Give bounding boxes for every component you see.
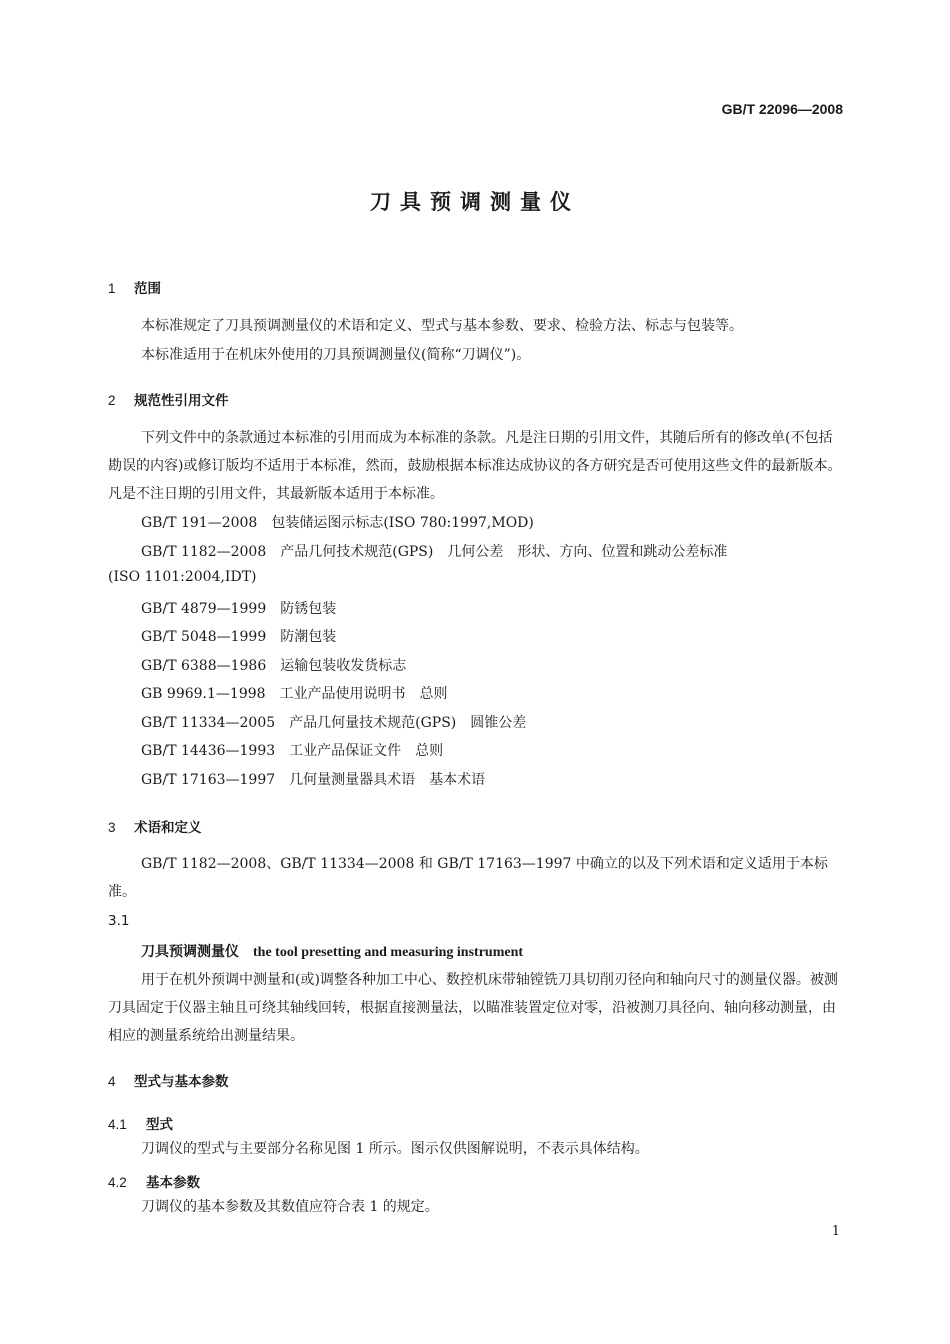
section-title: 范围 <box>134 281 161 297</box>
clause-4-2-text: 刀调仪的基本参数及其数值应符合表 1 的规定。 <box>141 1199 439 1215</box>
section-2-heading <box>108 389 229 409</box>
section-number: 1 <box>108 281 116 296</box>
reference-item: GB/T 6388—1986 运输包装收发货标志 <box>141 658 407 674</box>
section-title: 规范性引用文件 <box>134 393 229 409</box>
document-title: 刀具预调测量仪 <box>370 190 580 214</box>
clause-number: 4.1 <box>108 1117 127 1132</box>
section-number: 3 <box>108 820 116 835</box>
section-1-heading <box>108 277 161 297</box>
section-3-heading <box>108 816 202 836</box>
reference-item: GB 9969.1—1998 工业产品使用说明书 总则 <box>141 686 448 702</box>
section-4-heading <box>108 1070 229 1090</box>
reference-item: GB/T 191—2008 包装储运图示标志(ISO 780:1997,MOD) <box>141 515 534 531</box>
reference-item-continuation: (ISO 1101:2004,IDT) <box>108 569 257 585</box>
reference-item: GB/T 14436—1993 工业产品保证文件 总则 <box>141 743 444 759</box>
reference-item: GB/T 5048—1999 防潮包装 <box>141 629 337 645</box>
section-title: 术语和定义 <box>134 820 202 836</box>
reference-item: GB/T 17163—1997 几何量测量器具术语 基本术语 <box>141 772 486 788</box>
clause-4-1-text: 刀调仪的型式与主要部分名称见图 1 所示。图示仅供图解说明，不表示具体结构。 <box>141 1141 649 1157</box>
reference-item: GB/T 4879—1999 防锈包装 <box>141 601 337 617</box>
terms-intro-paragraph: GB/T 1182—2008、GB/T 11334—2008 和 GB/T 17163—1997 中确立的以及下列术语和定义适用于本标准。 <box>108 856 828 900</box>
term-entry <box>141 941 523 961</box>
clause-number: 4.2 <box>108 1175 127 1190</box>
clause-4-2-heading <box>108 1171 200 1191</box>
scope-paragraph-2: 本标准适用于在机床外使用的刀具预调测量仪(简称“刀调仪”)。 <box>141 347 531 363</box>
term-definition: 用于在机外预调中测量和(或)调整各种加工中心、数控机床带轴镗铣刀具切削刃径向和轴向尺寸的测量仪器。被测刀具固定于仪器主轴且可绕其轴线回转，根据直接测量法，以瞄准装置定位对零，沿被测刀具径向、轴向移动测量，由相应的测量系统给出测量结果。 <box>108 972 838 1044</box>
clause-title: 型式 <box>146 1117 173 1133</box>
section-number: 4 <box>108 1074 116 1089</box>
standard-number: GB/T 22096—2008 <box>721 101 843 117</box>
section-number: 2 <box>108 393 116 408</box>
clause-title: 基本参数 <box>146 1175 200 1191</box>
references-intro-paragraph: 下列文件中的条款通过本标准的引用而成为本标准的条款。凡是注日期的引用文件，其随后所有的修改单(不包括勘误的内容)或修订版均不适用于本标准，然而，鼓励根据本标准达成协议的各方研究是否可使用这些文件的最新版本。凡是不注日期的引用文件，其最新版本适用于本标准。 <box>108 430 842 502</box>
clause-4-1-heading <box>108 1113 173 1133</box>
clause-3-1-number: 3.1 <box>108 913 130 929</box>
scope-paragraph-1: 本标准规定了刀具预调测量仪的术语和定义、型式与基本参数、要求、检验方法、标志与包装等。 <box>141 318 743 334</box>
page-number: 1 <box>831 1224 840 1239</box>
reference-item: GB/T 1182—2008 产品几何技术规范(GPS) 几何公差 形状、方向、位置和跳动公差标准 <box>141 544 728 560</box>
reference-item: GB/T 11334—2005 产品几何量技术规范(GPS) 圆锥公差 <box>141 715 527 731</box>
section-title: 型式与基本参数 <box>134 1074 229 1090</box>
term-chinese: 刀具预调测量仪 <box>141 944 239 960</box>
term-english: the tool presetting and measuring instrument <box>253 945 524 960</box>
